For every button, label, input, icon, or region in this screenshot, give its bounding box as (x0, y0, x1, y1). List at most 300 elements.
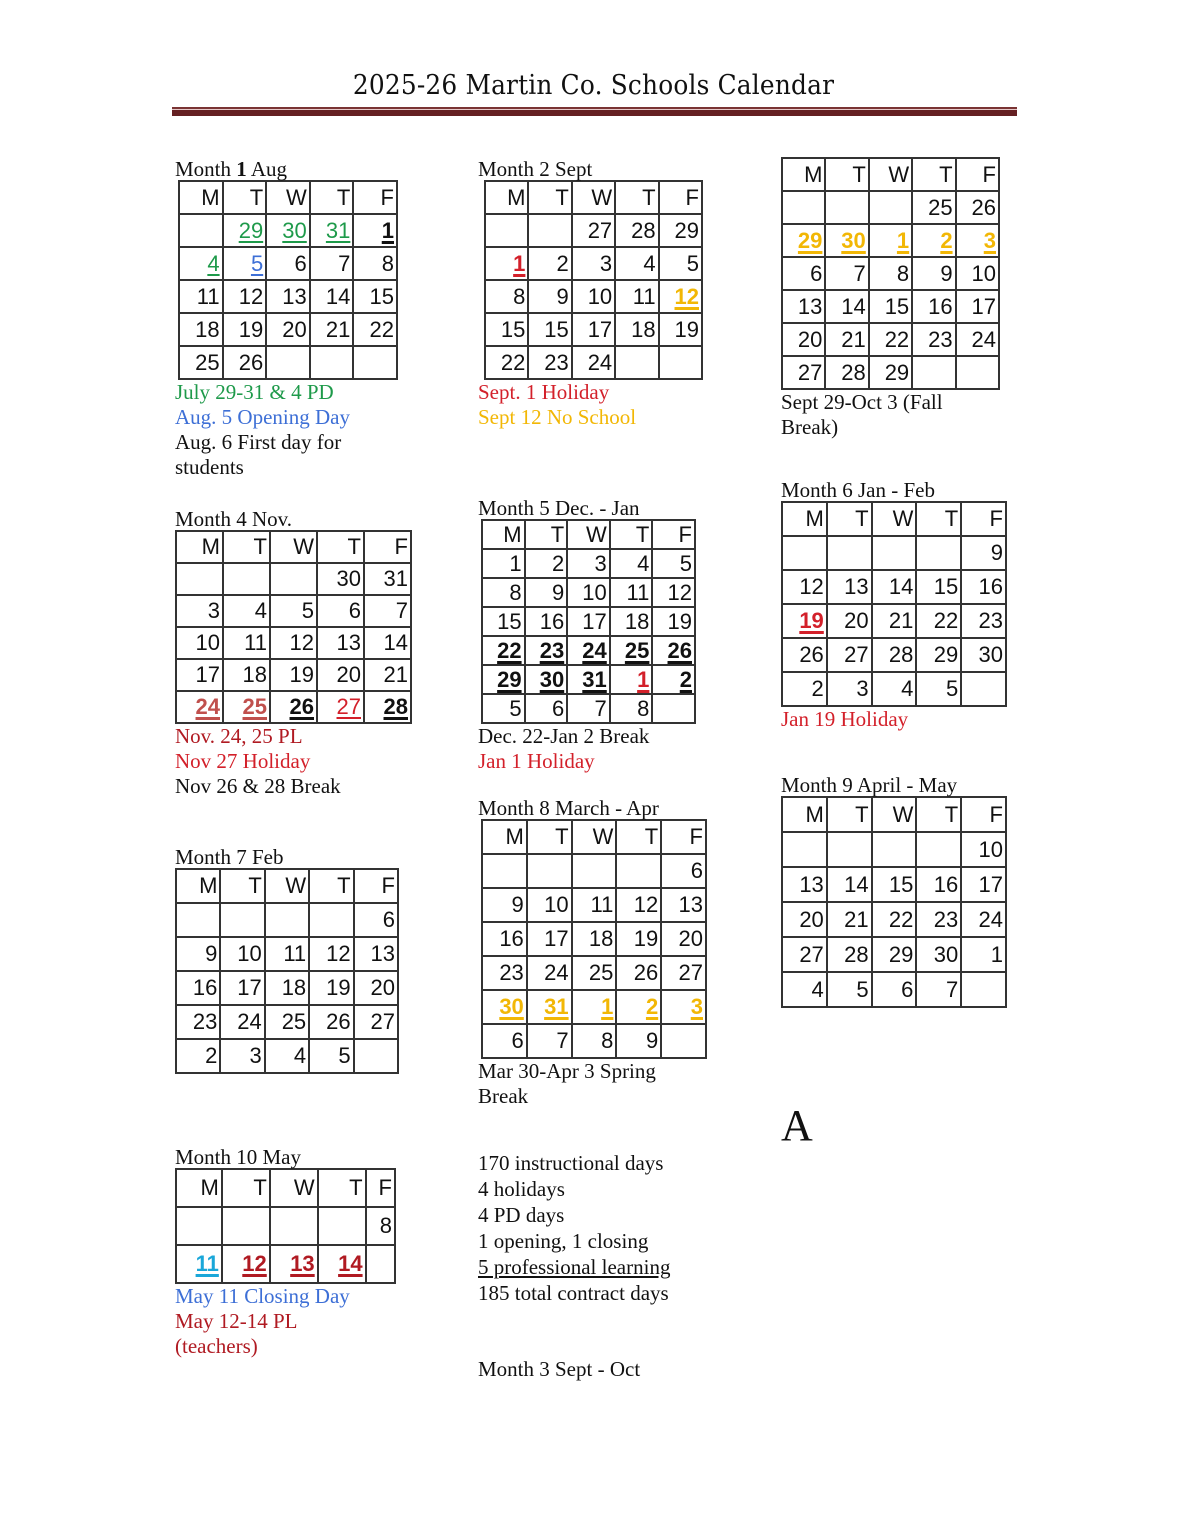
day-number: 15 (497, 608, 522, 634)
day-number: 19 (238, 316, 264, 342)
day-cell (961, 937, 1006, 972)
day-cell (610, 578, 653, 607)
month-3-label: Month 3 Sept - Oct (478, 1357, 641, 1381)
calendar-grid (484, 180, 703, 380)
day-number: 24 (582, 637, 607, 663)
day-number: 12 (289, 630, 314, 655)
day-number: 12 (633, 892, 659, 917)
day-number: 27 (678, 960, 703, 985)
day-number: 26 (633, 960, 659, 985)
day-number: 14 (888, 574, 914, 599)
day-number: 1 (896, 227, 910, 253)
day-cell (659, 214, 702, 247)
day-number: 30 (539, 666, 565, 692)
day-number: 25 (588, 960, 614, 985)
day-number: 10 (978, 836, 1003, 862)
day-number: 22 (497, 637, 522, 663)
empty-day-cell (872, 832, 917, 867)
day-number: 5 (250, 250, 264, 276)
day-cell (482, 578, 525, 607)
calendar-grid (781, 157, 1000, 390)
day-cell (354, 971, 398, 1005)
day-number: 26 (667, 637, 692, 663)
day-cell (782, 257, 825, 290)
empty-day-cell (482, 854, 527, 888)
day-cell (265, 1039, 309, 1073)
day-number: 28 (383, 694, 408, 719)
day-cell (354, 937, 398, 971)
day-cell (364, 691, 411, 723)
day-cell (916, 902, 961, 937)
day-cell (961, 867, 1006, 902)
day-number: 29 (497, 666, 522, 692)
day-number: 3 (983, 227, 996, 253)
empty-day-cell (869, 191, 912, 224)
day-number: 8 (513, 283, 526, 309)
stat-holidays: 4 holidays (478, 1177, 565, 1201)
day-number: 12 (799, 574, 824, 599)
day-number: 9 (940, 260, 953, 286)
week-row (482, 607, 695, 636)
week-row (176, 1245, 395, 1283)
week-row (482, 854, 706, 888)
day-number: 1 (509, 550, 522, 576)
day-number: 26 (289, 694, 314, 719)
calendar-note: Break (478, 1084, 529, 1108)
day-number: 11 (632, 283, 656, 309)
empty-day-cell (528, 214, 571, 247)
day-cell (317, 691, 364, 723)
day-number: 28 (888, 642, 914, 667)
day-cell (527, 990, 572, 1024)
weekday-header: T (318, 1169, 366, 1207)
weekday-header: F (956, 158, 999, 191)
day-number: 10 (237, 941, 262, 966)
day-number: 15 (884, 293, 910, 319)
day-number: 13 (290, 1251, 315, 1276)
weekday-header-row (782, 797, 1006, 832)
day-cell (572, 313, 615, 346)
calendar-note: students (175, 455, 244, 479)
day-number: 21 (844, 906, 869, 932)
day-cell (827, 937, 872, 972)
day-number: 31 (582, 666, 607, 692)
weekday-header: M (782, 158, 825, 191)
day-cell (916, 867, 961, 902)
day-cell (825, 224, 868, 257)
day-number: 13 (844, 574, 869, 599)
day-cell (353, 313, 397, 346)
day-number: 19 (633, 926, 659, 951)
day-cell (317, 659, 364, 691)
day-cell (610, 549, 653, 578)
weekday-header: T (223, 181, 267, 214)
day-cell (782, 638, 827, 672)
month-label: Month 8 March - Apr (478, 796, 659, 820)
weekday-header: T (610, 520, 653, 549)
day-cell (222, 1245, 270, 1283)
day-cell (220, 937, 264, 971)
weekday-header: F (353, 181, 397, 214)
empty-day-cell (318, 1207, 366, 1245)
weekday-header: F (364, 531, 411, 563)
day-number: 25 (624, 637, 650, 663)
calendar-grid (781, 501, 1007, 707)
weekday-header: W (572, 820, 617, 854)
day-number: 9 (556, 283, 569, 309)
empty-day-cell (956, 356, 999, 389)
day-cell (318, 1245, 366, 1283)
weekday-header: M (179, 181, 223, 214)
day-cell (485, 313, 528, 346)
empty-day-cell (616, 854, 661, 888)
day-number: 11 (283, 941, 307, 966)
day-cell (827, 672, 872, 706)
day-cell (610, 665, 653, 694)
week-row (485, 313, 702, 346)
day-cell (567, 694, 610, 723)
day-number: 23 (539, 637, 565, 663)
month-6-jan-feb (781, 479, 1007, 732)
day-cell (176, 595, 223, 627)
weekday-header-row (482, 820, 706, 854)
day-number: 9 (205, 941, 218, 966)
week-row (782, 638, 1006, 672)
month-8-march-apr (478, 797, 707, 1109)
day-cell (354, 1005, 398, 1039)
day-cell (482, 607, 525, 636)
empty-day-cell (961, 672, 1006, 706)
month-notes (781, 707, 1007, 732)
day-cell (616, 922, 661, 956)
day-cell (223, 659, 270, 691)
day-number: 29 (797, 227, 823, 253)
day-cell (266, 313, 310, 346)
day-number: 18 (242, 662, 267, 687)
week-row (176, 627, 411, 659)
month-notes (478, 380, 703, 430)
weekday-header: M (485, 181, 528, 214)
day-number: 22 (500, 349, 526, 375)
weekday-header-row (485, 181, 702, 214)
day-number: 30 (282, 217, 307, 243)
weekday-header: F (961, 502, 1006, 536)
day-number: 27 (370, 1009, 395, 1034)
day-cell (265, 937, 309, 971)
weekday-header: M (176, 1169, 222, 1207)
day-number: 28 (844, 941, 869, 967)
month-label: Month 9 April - May (781, 773, 958, 797)
day-cell (317, 563, 364, 595)
day-number: 6 (348, 598, 361, 623)
day-number: 8 (379, 1213, 392, 1238)
empty-day-cell (485, 214, 528, 247)
day-number: 20 (844, 608, 869, 633)
week-row (485, 214, 702, 247)
month-1-aug (175, 158, 398, 480)
day-cell (661, 956, 706, 990)
month-label: Month 2 Sept (478, 157, 593, 181)
day-number: 22 (369, 316, 394, 342)
day-number: 31 (544, 994, 569, 1019)
day-number: 26 (799, 642, 824, 667)
day-number: 2 (551, 550, 565, 576)
day-cell (872, 638, 917, 672)
day-number: 12 (238, 283, 264, 309)
day-number: 1 (990, 941, 1003, 967)
day-number: 11 (244, 630, 267, 655)
day-cell (364, 659, 411, 691)
day-cell (912, 323, 955, 356)
day-number: 6 (551, 695, 565, 721)
day-cell (270, 627, 317, 659)
title-divider (172, 107, 1017, 116)
day-cell (572, 214, 615, 247)
day-number: 19 (326, 975, 351, 1000)
calendar-note: Nov 26 & 28 Break (175, 774, 341, 798)
week-row (482, 694, 695, 723)
day-number: 21 (841, 326, 866, 352)
day-cell (528, 247, 571, 280)
day-number: 16 (539, 608, 565, 634)
day-cell (615, 214, 658, 247)
day-number: 6 (294, 250, 307, 276)
empty-day-cell (782, 536, 827, 570)
empty-day-cell (782, 191, 825, 224)
day-number: 25 (242, 694, 267, 719)
week-row (179, 247, 397, 280)
day-cell (782, 867, 827, 902)
calendar-note: Sept 12 No School (478, 405, 637, 429)
week-row (782, 323, 999, 356)
week-row (176, 1039, 398, 1073)
day-number: 18 (631, 316, 656, 342)
calendar-note: Jan 1 Holiday (478, 749, 595, 773)
day-number: 5 (301, 598, 314, 623)
day-cell (266, 247, 310, 280)
calendar-note: Mar 30-Apr 3 Spring (478, 1059, 656, 1083)
empty-day-cell (265, 903, 309, 937)
weekday-header: T (615, 181, 658, 214)
day-number: 30 (336, 566, 361, 591)
day-cell (176, 627, 223, 659)
day-number: 4 (254, 598, 267, 623)
calendar-note: Nov. 24, 25 PL (175, 724, 303, 748)
day-number: 8 (381, 250, 394, 276)
day-cell (309, 1005, 353, 1039)
weekday-header: W (872, 797, 917, 832)
day-cell (956, 224, 999, 257)
weekday-header: W (869, 158, 912, 191)
day-cell (482, 956, 527, 990)
day-cell (353, 280, 397, 313)
month-notes (175, 1284, 396, 1359)
day-number: 24 (978, 906, 1003, 932)
day-cell (782, 604, 827, 638)
day-cell (567, 578, 610, 607)
day-number: 25 (195, 349, 220, 375)
weekday-header: F (652, 520, 695, 549)
day-cell (825, 290, 868, 323)
day-number: 18 (588, 926, 614, 951)
day-cell (265, 1005, 309, 1039)
day-cell (652, 607, 695, 636)
day-number: 12 (326, 941, 351, 966)
day-cell (610, 694, 653, 723)
day-cell (916, 672, 961, 706)
day-cell (179, 247, 223, 280)
month-notes (175, 724, 412, 799)
week-row (482, 1024, 706, 1058)
day-number: 7 (395, 598, 408, 623)
day-cell (661, 922, 706, 956)
day-cell (872, 972, 917, 1007)
day-number: 3 (594, 550, 607, 576)
calendar-note: Sept. 1 Holiday (478, 380, 610, 404)
day-cell (525, 607, 568, 636)
day-number: 24 (237, 1009, 262, 1034)
stat-instructional-days: 170 instructional days (478, 1151, 664, 1175)
day-number: 29 (884, 359, 910, 385)
day-cell (220, 1039, 264, 1073)
empty-day-cell (220, 903, 264, 937)
week-row (482, 636, 695, 665)
day-cell (485, 247, 528, 280)
day-cell (220, 1005, 264, 1039)
day-cell (782, 902, 827, 937)
week-row (482, 888, 706, 922)
day-cell (615, 247, 658, 280)
day-cell (872, 867, 917, 902)
day-cell (872, 672, 917, 706)
calendar-note: Aug. 5 Opening Day (175, 405, 350, 429)
stat-total-contract-days: 185 total contract days (478, 1281, 669, 1305)
week-row (179, 214, 397, 247)
month-label-prefix: Month (175, 157, 237, 181)
week-row (179, 280, 397, 313)
day-number: 14 (383, 630, 408, 655)
week-row (179, 346, 397, 379)
day-number: 29 (888, 941, 914, 967)
day-number: 3 (249, 1043, 262, 1068)
day-cell (912, 257, 955, 290)
day-cell (527, 888, 572, 922)
day-number: 20 (282, 316, 307, 342)
day-cell (176, 659, 223, 691)
calendar-note: Nov 27 Holiday (175, 749, 311, 773)
day-number: 4 (207, 250, 220, 276)
day-number: 1 (513, 250, 526, 276)
day-cell (223, 280, 267, 313)
day-number: 3 (599, 250, 613, 276)
day-cell (567, 665, 610, 694)
day-number: 8 (601, 1028, 614, 1053)
day-cell (610, 607, 653, 636)
day-cell (485, 280, 528, 313)
day-cell (782, 290, 825, 323)
day-cell (825, 323, 868, 356)
day-number: 11 (590, 892, 614, 917)
day-number: 15 (500, 316, 526, 342)
calendar-grid (481, 519, 696, 724)
day-cell (223, 313, 267, 346)
day-number: 24 (195, 694, 220, 719)
day-number: 10 (544, 892, 569, 917)
day-number: 31 (325, 217, 351, 243)
weekday-header: T (220, 869, 264, 903)
day-number: 10 (195, 630, 220, 655)
weekday-header: T (223, 531, 270, 563)
weekday-header: T (827, 502, 872, 536)
empty-day-cell (176, 563, 223, 595)
day-cell (567, 636, 610, 665)
day-number: 28 (631, 217, 656, 243)
day-number: 21 (325, 316, 351, 342)
empty-day-cell (270, 1207, 318, 1245)
day-number: 15 (544, 316, 569, 342)
week-row (176, 937, 398, 971)
day-cell (525, 694, 568, 723)
day-number: 24 (544, 960, 569, 985)
day-cell (825, 257, 868, 290)
day-number: 5 (338, 1043, 351, 1068)
day-number: 19 (799, 608, 824, 633)
day-number: 3 (690, 994, 703, 1019)
day-cell (482, 636, 525, 665)
day-number: 2 (556, 250, 569, 276)
week-row (482, 665, 695, 694)
day-number: 20 (678, 926, 703, 951)
day-cell (956, 323, 999, 356)
day-number: 8 (896, 260, 910, 286)
day-number: 23 (499, 960, 524, 985)
week-row (782, 570, 1006, 604)
empty-day-cell (827, 536, 872, 570)
day-number: 10 (971, 260, 996, 286)
day-cell (572, 280, 615, 313)
weekday-header: T (825, 158, 868, 191)
empty-day-cell (661, 1024, 706, 1058)
weekday-header: F (659, 181, 702, 214)
empty-day-cell (366, 1245, 395, 1283)
stat-pd-days: 4 PD days (478, 1203, 565, 1227)
day-number: 27 (797, 359, 823, 385)
day-number: 7 (853, 260, 866, 286)
day-number: 7 (556, 1028, 569, 1053)
day-number: 5 (945, 676, 959, 701)
day-number: 30 (499, 994, 524, 1019)
day-number: 10 (587, 283, 613, 309)
day-cell (615, 280, 658, 313)
day-cell (961, 902, 1006, 937)
day-number: 29 (674, 217, 699, 243)
weekday-header: F (661, 820, 706, 854)
day-cell (176, 1039, 220, 1073)
day-cell (525, 665, 568, 694)
weekday-header: T (527, 820, 572, 854)
day-cell (661, 990, 706, 1024)
weekday-header-row (176, 869, 398, 903)
day-number: 23 (933, 906, 959, 932)
day-cell (223, 627, 270, 659)
day-cell (652, 549, 695, 578)
day-number: 20 (370, 975, 395, 1000)
day-cell (872, 570, 917, 604)
day-number: 3 (207, 598, 220, 623)
day-number: 20 (336, 662, 361, 687)
day-number: 13 (799, 871, 824, 897)
month-label (175, 158, 398, 180)
